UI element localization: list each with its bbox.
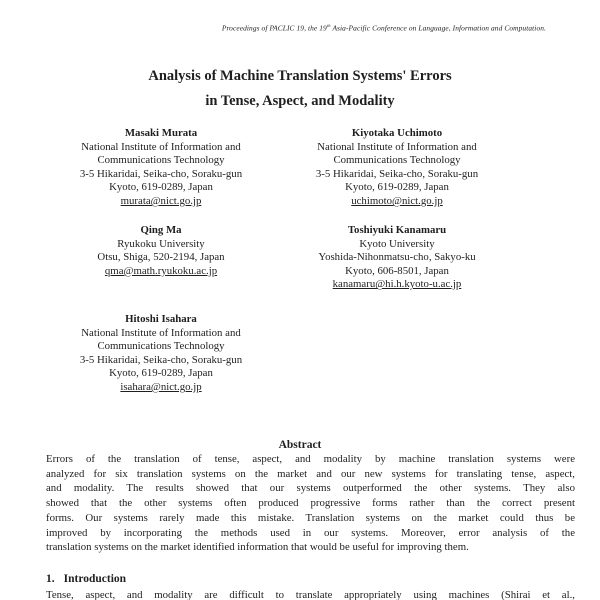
author-affiliation-line: Yoshida-Nihonmatsu-cho, Sakyo-ku: [318, 251, 476, 264]
author-affiliation-line: 3-5 Hikaridai, Seika-cho, Soraku-gun: [315, 167, 479, 180]
author-block-qing-ma: [46, 224, 276, 278]
author-block-isahara: [46, 313, 276, 395]
abstract-line: analyzed for six translation systems on the market and our new systems for translating tense, aspect,: [46, 467, 575, 480]
abstract-line: and modality. The results showed that our systems outperformed the other systems. They also: [46, 482, 575, 495]
abstract-line: showed that the other systems often produced progressive forms rather than the correct present: [46, 497, 575, 510]
email-link-isahara[interactable]: isahara@nict.go.jp: [120, 380, 202, 393]
introduction-line: Tense, aspect, and modality are difficult to translate appropriately using machines (Shirai et al.,: [46, 589, 575, 600]
author-name: Qing Ma: [140, 224, 182, 236]
author-affiliation-line: Kyoto, 619-0289, Japan: [109, 367, 213, 380]
author-block-murata: [46, 127, 276, 209]
author-name: Hitoshi Isahara: [125, 313, 197, 325]
author-affiliation-line: Communications Technology: [333, 154, 461, 167]
author-affiliation-line: National Institute of Information and: [317, 140, 477, 153]
paper-title-line2: in Tense, Aspect, and Modality: [205, 92, 395, 109]
author-name: Masaki Murata: [124, 127, 198, 139]
author-block-kanamaru: [282, 224, 512, 292]
author-affiliation-line: 3-5 Hikaridai, Seika-cho, Soraku-gun: [79, 167, 243, 180]
section-1-label: Introduction: [63, 573, 127, 585]
author-affiliation-line: Kyoto University: [359, 237, 435, 250]
running-header-suffix: Asia-Pacific Conference on Language, Information and Computation.: [330, 23, 546, 33]
author-affiliation-line: Ryukoku University: [117, 237, 205, 250]
running-header-superscript: th: [326, 23, 331, 28]
author-affiliation-line: 3-5 Hikaridai, Seika-cho, Soraku-gun: [79, 353, 243, 366]
paper-title: [0, 64, 600, 113]
running-header: [0, 23, 546, 32]
author-name: Toshiyuki Kanamaru: [347, 224, 447, 236]
introduction-body: [46, 588, 575, 600]
author-affiliation-line: National Institute of Information and: [81, 326, 241, 339]
section-1-number: 1.: [46, 573, 55, 585]
author-name: Kiyotaka Uchimoto: [351, 127, 443, 139]
abstract-line: improved by incorporating the methods used in our systems. Moreover, error analysis of the: [46, 526, 575, 539]
author-affiliation-line: Communications Technology: [97, 340, 225, 353]
author-affiliation-line: Kyoto, 619-0289, Japan: [109, 181, 213, 194]
abstract-heading: Abstract: [278, 439, 322, 451]
abstract-body: [46, 452, 575, 555]
author-affiliation-line: Kyoto, 606-8501, Japan: [345, 264, 449, 277]
abstract-line: Errors of the translation of tense, aspect, and modality by machine translation systems were: [46, 453, 575, 465]
section-1-heading: [46, 572, 126, 587]
author-affiliation-line: Communications Technology: [97, 154, 225, 167]
abstract-line: forms. Our systems rarely made this mistake. Translation systems on the market could thus be: [46, 511, 575, 524]
author-affiliation-line: Otsu, Shiga, 520-2194, Japan: [97, 251, 225, 264]
paper-title-line1: Analysis of Machine Translation Systems' Errors: [148, 68, 452, 84]
email-link-kanamaru[interactable]: kanamaru@hi.h.kyoto-u.ac.jp: [332, 278, 462, 291]
email-link-uchimoto[interactable]: uchimoto@nict.go.jp: [351, 194, 443, 207]
abstract-line: translation systems on the market identified information that would be useful for improving them.: [46, 541, 469, 554]
author-affiliation-line: National Institute of Information and: [81, 140, 241, 153]
email-link-murata[interactable]: murata@nict.go.jp: [120, 194, 202, 207]
running-header-prefix: Proceedings of PACLIC 19, the 19: [221, 23, 327, 33]
author-affiliation-line: Kyoto, 619-0289, Japan: [345, 181, 449, 194]
email-link-qing-ma[interactable]: qma@math.ryukoku.ac.jp: [104, 264, 218, 277]
author-block-uchimoto: [282, 127, 512, 209]
